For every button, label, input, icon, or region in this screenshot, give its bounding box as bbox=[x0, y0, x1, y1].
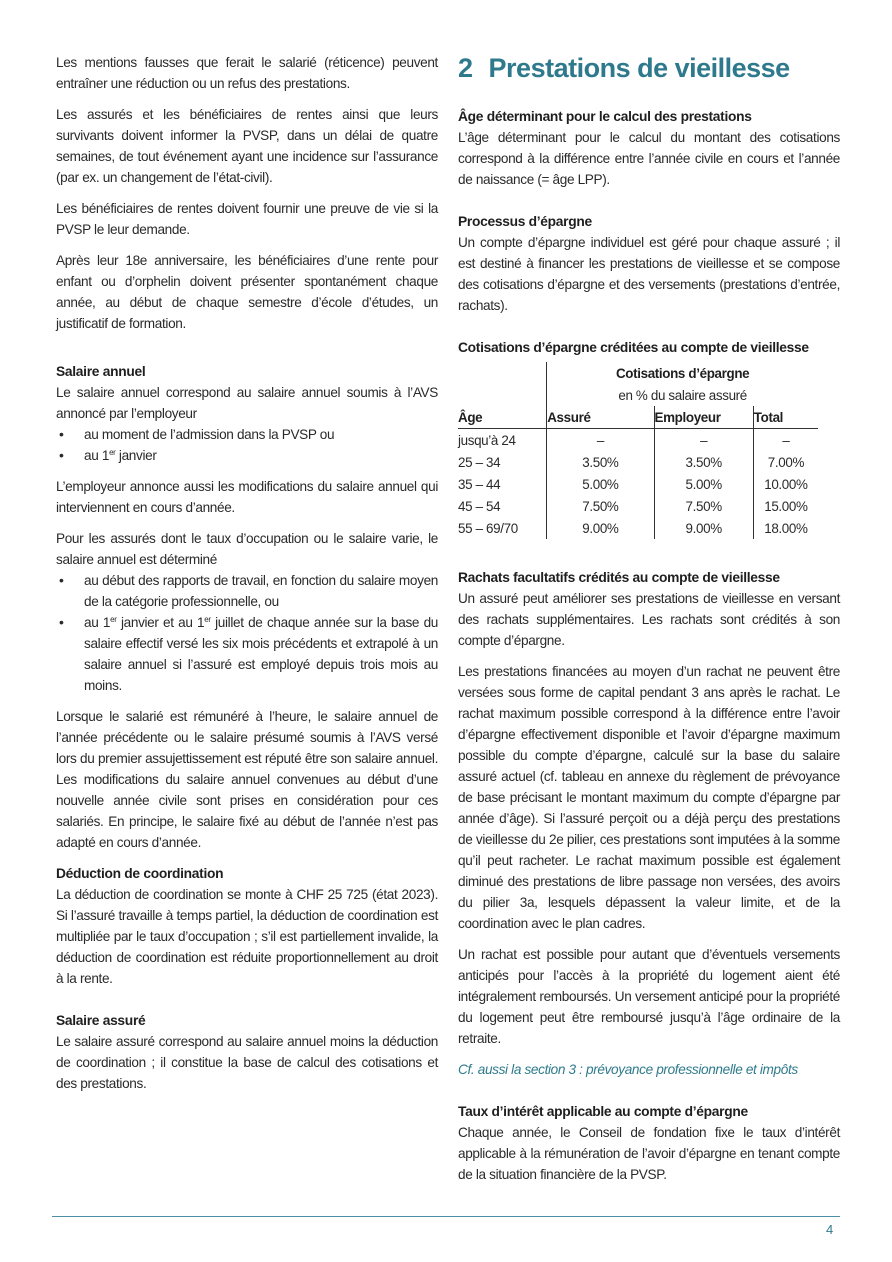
list-item: • au début des rapports de travail, en fonction du salaire moyen de la catégorie professionnelle, ou bbox=[59, 572, 438, 609]
paragraph-proof-of-life: Les bénéficiaires de rentes doivent fournir une preuve de vie si la PVSP le leur demande. bbox=[56, 201, 438, 237]
section-salaire-assure bbox=[56, 1010, 438, 1094]
chapter-title-text: Prestations de vieillesse bbox=[488, 53, 790, 83]
section-cotisations bbox=[458, 337, 840, 539]
paragraph-information-duty: Les assurés et les bénéficiaires de rentes ainsi que leurs survivants doivent informer la PVSP, dans un délai de quatre semaines, de tout événement ayant une incidence sur l’assurance (par ex. un changement de l’état-civil). bbox=[56, 107, 438, 185]
chapter-title bbox=[458, 52, 840, 84]
table-row: 35 – 44 5.00% 5.00% 10.00% bbox=[458, 473, 818, 495]
heading-rachats: Rachats facultatifs crédités au compte de vieillesse bbox=[458, 570, 780, 585]
bullet-icon: • bbox=[59, 572, 64, 588]
paragraph-training-certificate: Après leur 18e anniversaire, les bénéficiaires d’une rente pour enfant ou d’orphelin doivent présenter spontanément chaque année, au début de chaque semestre d’école d’études, un justificatif de formation. bbox=[56, 253, 438, 331]
bullet-icon: • bbox=[59, 447, 64, 463]
page-number: 4 bbox=[826, 1222, 834, 1237]
table-group-header: Cotisations d’épargne bbox=[547, 362, 818, 384]
list-item: • au moment de l’admission dans la PVSP ou bbox=[56, 424, 438, 445]
table-row: 45 – 54 7.50% 7.50% 15.00% bbox=[458, 495, 818, 517]
heading-processus-epargne: Processus d’épargne bbox=[458, 214, 592, 229]
rachats-para-2: Les prestations financées au moyen d’un rachat ne peuvent être versées sous forme de capital pendant 3 ans après le rachat. Le rachat maximum possible correspond à la différence entre l’avoir d’épargne effectivement disponible et l’avoir d’épargne maximum possible du compte d’épargne, calculé sur la base du salaire assuré actuel (cf. tableau en annexe du règlement de prévoyance de base précisant le montant maximum du compte d’épargne par année d’âge). Si l’assuré perçoit ou a déjà perçu des prestations de vieillesse du 2e pilier, ces prestations sont imputées à la somme qu’il peut racheter. Le rachat maximum possible est également diminué des prestations de libre passage non versées, des avoirs du pilier 3a, lesquels dépassent la valeur limite, et de la coordination avec le plan cadres. bbox=[458, 664, 840, 931]
table-row: 55 – 69/70 9.00% 9.00% 18.00% bbox=[458, 517, 818, 539]
list-item: • au 1er janvier et au 1er juillet de chaque année sur la base du salaire effectif versé les six mois précédents et extrapolé à un salaire annuel si l’assuré est employé depuis trois mois au moins. bbox=[59, 614, 439, 693]
section-age-determinant bbox=[458, 106, 840, 190]
heading-salaire-assure: Salaire assuré bbox=[56, 1013, 146, 1028]
chapter-number: 2 bbox=[458, 53, 473, 83]
processus-epargne-text: Un compte d’épargne individuel est géré pour chaque assuré ; il est destiné à financer les prestations de vieillesse et se compose des cotisations d’épargne et des versements (prestations d’entrée, rachats). bbox=[458, 235, 840, 313]
heading-age-determinant: Âge déterminant pour le calcul des prestations bbox=[458, 109, 752, 124]
section-salaire-annuel bbox=[56, 361, 438, 853]
salaire-assure-text: Le salaire assuré correspond au salaire annuel moins la déduction de coordination ; il constitue la base de calcul des cotisations et des prestations. bbox=[56, 1034, 438, 1091]
heading-salaire-annuel: Salaire annuel bbox=[56, 364, 146, 379]
salaire-annuel-variable: Pour les assurés dont le taux d’occupation ou le salaire varie, le salaire annuel est déterminé bbox=[56, 531, 438, 567]
column-header-total: Total bbox=[753, 406, 818, 429]
taux-interet-text: Chaque année, le Conseil de fondation fixe le taux d’intérêt applicable à la rémunération de l’avoir d’épargne en tenant compte de la situation financière de la PVSP. bbox=[458, 1125, 840, 1182]
paragraph-reticence: Les mentions fausses que ferait le salarié (réticence) peuvent entraîner une réduction ou un refus des prestations. bbox=[56, 55, 438, 91]
cross-reference-link[interactable]: Cf. aussi la section 3 : prévoyance professionnelle et impôts bbox=[458, 1062, 798, 1077]
bullet-list-determination bbox=[56, 570, 438, 696]
contributions-table bbox=[458, 362, 818, 539]
table-header-row bbox=[458, 406, 818, 429]
footer-divider bbox=[52, 1216, 840, 1217]
table-group-subheader: en % du salaire assuré bbox=[547, 384, 818, 406]
section-rachats bbox=[458, 567, 840, 1080]
table-row: jusqu’à 24 – – – bbox=[458, 429, 818, 452]
column-header-assure: Assuré bbox=[547, 406, 654, 429]
heading-cotisations: Cotisations d’épargne créditées au compte de vieillesse bbox=[458, 340, 809, 355]
section-taux-interet bbox=[458, 1101, 840, 1185]
section-processus-epargne bbox=[458, 211, 840, 316]
column-header-employeur: Employeur bbox=[654, 406, 753, 429]
column-header-age: Âge bbox=[458, 406, 547, 429]
left-column bbox=[56, 52, 438, 1104]
rachats-para-1: Un assuré peut améliorer ses prestations de vieillesse en versant des rachats supplémentaires. Les rachats sont crédités à son compte d’épargne. bbox=[458, 591, 840, 648]
salaire-annuel-intro: Le salaire annuel correspond au salaire annuel soumis à l’AVS annoncé par l’employeur bbox=[56, 385, 438, 421]
salaire-annuel-modifications: L’employeur annonce aussi les modifications du salaire annuel qui interviennent en cours d’année. bbox=[56, 479, 438, 515]
salaire-annuel-hourly: Lorsque le salarié est rémunéré à l’heure, le salaire annuel de l’année précédente ou le salaire présumé soumis à l’AVS versé lors du premier assujettissement est réputé être son salaire annuel. Les modifications du salaire annuel convenues au début d’une nouvelle année civile sont prises en considération pour ces salariés. En principe, le salaire fixé au début de l’année n’est pas adapté en cours d’année. bbox=[56, 709, 438, 850]
table-row: 25 – 34 3.50% 3.50% 7.00% bbox=[458, 451, 818, 473]
bullet-icon: • bbox=[59, 426, 64, 442]
rachats-para-3: Un rachat est possible pour autant que d’éventuels versements anticipés pour l’accès à la propriété du logement aient été intégralement remboursés. Un versement anticipé pour la propriété du logement peut être remboursé jusqu’à l’âge ordinaire de la retraite. bbox=[458, 947, 840, 1046]
age-determinant-text: L’âge déterminant pour le calcul du montant des cotisations correspond à la différence entre l’année civile en cours et l’année de naissance (= âge LPP). bbox=[458, 130, 840, 187]
heading-taux-interet: Taux d’intérêt applicable au compte d’épargne bbox=[458, 1104, 748, 1119]
deduction-coordination-text: La déduction de coordination se monte à CHF 25 725 (état 2023). Si l’assuré travaille à temps partiel, la déduction de coordination est multipliée par le taux d’occupation ; s’il est partiellement invalide, la déduction de coordination est réduite proportionnellement au droit à la rente. bbox=[56, 887, 438, 986]
heading-deduction-coordination: Déduction de coordination bbox=[56, 866, 224, 881]
bullet-list-announcement bbox=[56, 424, 438, 466]
section-deduction-coordination bbox=[56, 863, 438, 989]
bullet-icon: • bbox=[59, 614, 64, 630]
right-column bbox=[458, 52, 840, 1195]
list-item: • au 1er janvier bbox=[56, 445, 438, 466]
